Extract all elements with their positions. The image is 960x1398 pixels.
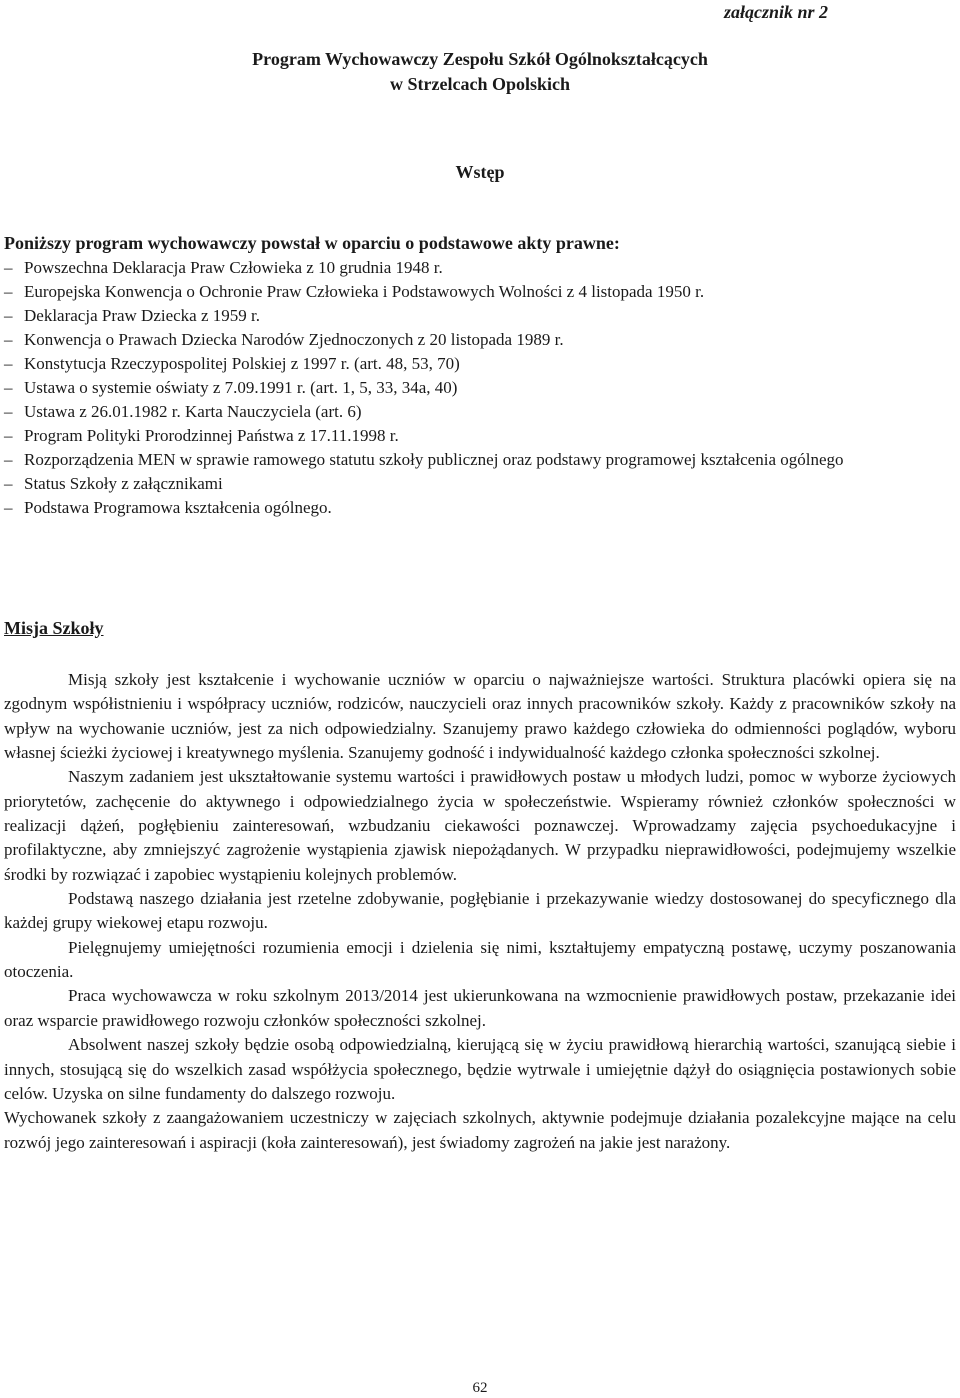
mission-paragraph-3: Podstawą naszego działania jest rzetelne zdobywanie, pogłębianie i przekazywanie wiedzy dostosowanej do specyficznego dla każdej grupy wiekowej etapu rozwoju.: [4, 889, 956, 933]
list-item: – Konstytucja Rzeczypospolitej Polskiej z 1997 r. (art. 48, 53, 70): [4, 352, 956, 376]
dash-bullet: –: [4, 330, 13, 349]
legal-acts-section: [4, 231, 956, 520]
dash-bullet: –: [4, 474, 13, 493]
mission-paragraph-1: Misją szkoły jest kształcenie i wychowanie uczniów w oparciu o najważniejsze wartości. Struktura placówki opiera się na zgodnym współistnieniu i współpracy uczniów, rodziców, nauczycieli oraz innych pracowników szkoły. Każdy z pracowników szkoły na wpływ na wychowanie uczniów, jest za nich odpowiedzialny. Szanujemy prawo każdego człowieka do odmienności poglądów, wyboru własnej ścieżki życiowej i kreatywnego myślenia. Szanujemy godność i indywidualność każdego członka społeczności szkolnej.: [4, 670, 956, 763]
dash-bullet: –: [4, 282, 13, 301]
list-item: – Konwencja o Prawach Dziecka Narodów Zjednoczonych z 20 listopada 1989 r.: [4, 328, 956, 352]
dash-bullet: –: [4, 306, 13, 325]
list-item: – Ustawa o systemie oświaty z 7.09.1991 r. (art. 1, 5, 33, 34a, 40): [4, 376, 956, 400]
list-item: – Rozporządzenia MEN w sprawie ramowego statutu szkoły publicznej oraz podstawy programowej kształcenia ogólnego: [4, 448, 956, 472]
intro-heading: Wstęp: [455, 162, 505, 182]
list-item: – Podstawa Programowa kształcenia ogólnego.: [4, 496, 956, 520]
dash-bullet: –: [4, 426, 13, 445]
mission-paragraph-4: Pielęgnujemy umiejętności rozumienia emocji i dzielenia się nimi, kształtujemy empatyczną postawę, uczymy poszanowania otoczenia.: [4, 937, 956, 982]
list-item: – Ustawa z 26.01.1982 r. Karta Nauczyciela (art. 6): [4, 400, 956, 424]
mission-section: [4, 668, 956, 1155]
mission-paragraph-7: Wychowanek szkoły z zaangażowaniem uczestniczy w zajęciach szkolnych, aktywnie podejmuje działania pozalekcyjne mające na celu rozwój jego zainteresowań i aspiracji (koła zainteresowań), jest świadomy zagrożeń na jakie jest narażony.: [4, 1108, 956, 1152]
list-item: – Powszechna Deklaracja Praw Człowieka z 10 grudnia 1948 r.: [4, 256, 956, 280]
mission-paragraph-6: Absolwent naszej szkoły będzie osobą odpowiedzialną, kierującą się w życiu prawidłową hierarchią wartości, szanującą siebie i innych, stosującą się do wszelkich zasad współżycia społecznego, będzie wytrwale i umiejętnie dążył do osiągnięcia postawionych sobie celów. Uzyska on silne fundamenty do dalszego rozwoju.: [4, 1035, 956, 1103]
legal-acts-lead: Poniższy program wychowawczy powstał w oparciu o podstawowe akty prawne:: [4, 233, 620, 253]
list-item: – Program Polityki Prorodzinnej Państwa z 17.11.1998 r.: [4, 424, 956, 448]
legal-acts-list: [4, 256, 956, 520]
dash-bullet: –: [4, 498, 13, 517]
mission-paragraph-5: Praca wychowawcza w roku szkolnym 2013/2014 jest ukierunkowana na wzmocnienie prawidłowych postaw, przekazanie idei oraz wsparcie prawidłowego rozwoju członków społeczności szkolnej.: [4, 986, 956, 1030]
list-item: – Europejska Konwencja o Ochronie Praw Człowieka i Podstawowych Wolności z 4 listopada 1950 r.: [4, 280, 956, 304]
dash-bullet: –: [4, 450, 13, 469]
title-line-1: Program Wychowawczy Zespołu Szkół Ogólnokształcących: [252, 49, 708, 69]
dash-bullet: –: [4, 378, 13, 397]
page-number: 62: [472, 1380, 488, 1396]
mission-paragraph-2: Naszym zadaniem jest ukształtowanie systemu wartości i prawidłowych postaw u młodych ludzi, pomoc w wyborze życiowych priorytetów, zachęcenie do aktywnego i odpowiedzialnego życia w społeczeństwie. Wspieramy również członków społeczności w realizacji dążeń, pogłębieniu zainteresowań, wzbudzaniu ciekawości poznawczej. Wprowadzamy zajęcia psychoedukacyjne i profilaktyczne, aby zmniejszyć zagrożenie wystąpienia zjawisk niepożądanych. W przypadku nieprawidłowości, podejmujemy wszelkie środki by rozwiązać i zapobiec wystąpieniu kolejnych problemów.: [4, 767, 956, 884]
dash-bullet: –: [4, 402, 13, 421]
dash-bullet: –: [4, 258, 13, 277]
title-line-2: w Strzelcach Opolskich: [390, 74, 570, 94]
annex-label: załącznik nr 2: [723, 2, 828, 22]
dash-bullet: –: [4, 354, 13, 373]
document-title: [0, 47, 960, 97]
mission-heading: Misja Szkoły: [4, 618, 104, 638]
list-item: – Deklaracja Praw Dziecka z 1959 r.: [4, 304, 956, 328]
list-item: – Status Szkoły z załącznikami: [4, 472, 956, 496]
